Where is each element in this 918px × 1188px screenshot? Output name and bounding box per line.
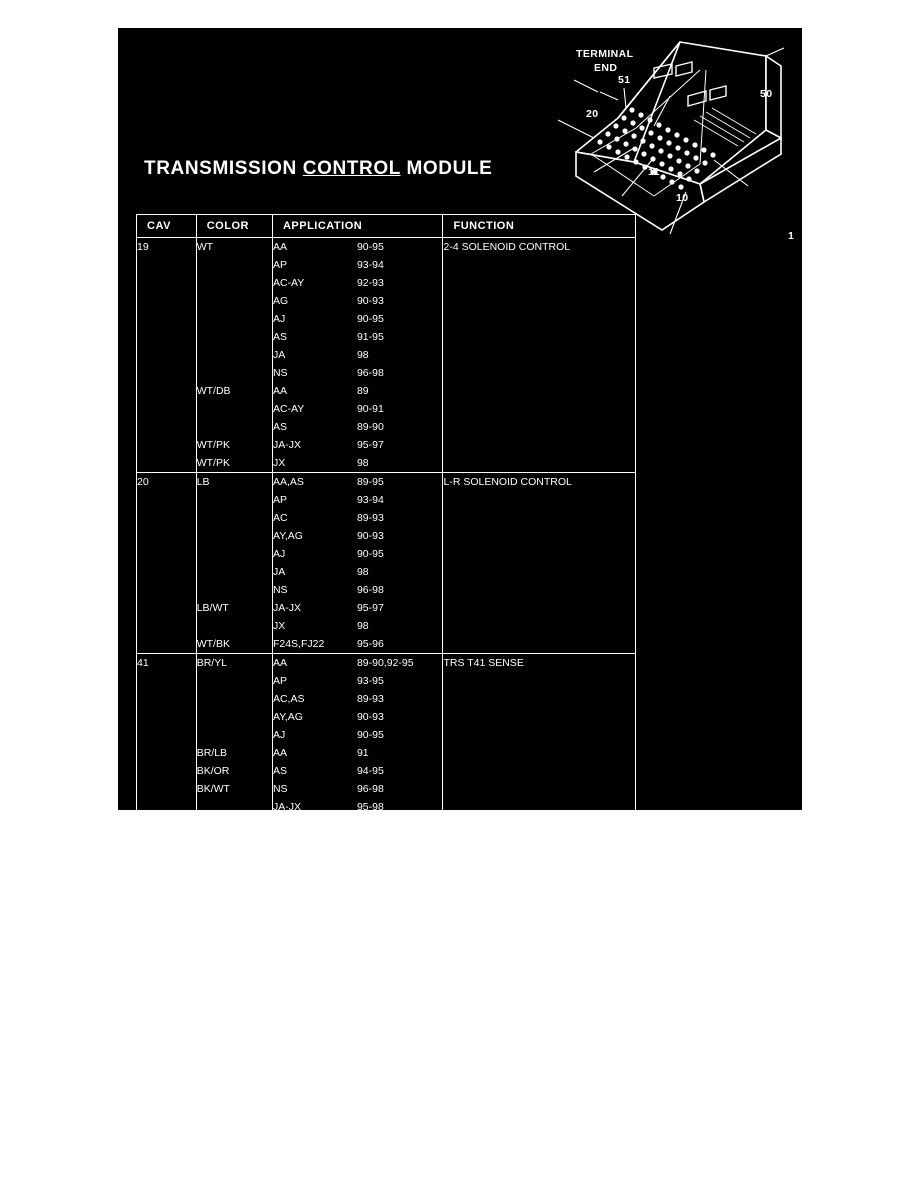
color-spacer [197, 726, 272, 744]
application-entry [273, 527, 443, 545]
application-years: 95-98 [356, 801, 384, 813]
application-entry [273, 780, 443, 798]
color-spacer [197, 798, 272, 816]
application-code: AJ [272, 548, 286, 560]
color-spacer [197, 292, 272, 310]
page-title-part2: CONTROL [302, 158, 401, 179]
color-spacer [197, 256, 272, 274]
header-application: APPLICATION [272, 215, 443, 238]
application-years: 90-93 [356, 295, 384, 307]
table-row [137, 238, 636, 473]
color-spacer [197, 364, 272, 382]
application-code: AC-AY [272, 277, 305, 289]
color-spacer [197, 708, 272, 726]
table-header-row [137, 215, 636, 238]
application-entry [273, 292, 443, 310]
application-code: JA-JX [272, 801, 301, 813]
application-years: 89-90 [356, 421, 384, 433]
application-code: AA [272, 657, 287, 669]
cell-application [272, 238, 443, 473]
application-years: 95-96 [356, 638, 384, 650]
application-years: 91-95 [356, 331, 384, 343]
cell-function [443, 238, 636, 473]
application-entry [273, 708, 443, 726]
application-entry [273, 364, 443, 382]
application-code: JA [272, 349, 286, 361]
application-years: 90-95 [356, 548, 384, 560]
application-entry [273, 744, 443, 762]
color-value: BR/LB [196, 747, 228, 759]
cell-color [196, 654, 272, 835]
page-title [144, 158, 492, 180]
application-years: 96-98 [356, 584, 384, 596]
application-years: 96-98 [356, 367, 384, 379]
application-years: 94-95 [356, 765, 384, 777]
application-years: 91 [356, 747, 369, 759]
table-row [137, 473, 636, 654]
color-value: LB/WT [196, 602, 229, 614]
color-spacer [197, 418, 272, 436]
application-code: NS [272, 367, 288, 379]
application-years: 96-98 [356, 783, 384, 795]
application-code: JA [272, 566, 286, 578]
application-code: AP [272, 259, 287, 271]
application-years: 98 [356, 349, 369, 361]
color-spacer [197, 509, 272, 527]
application-code: AC-AY [272, 403, 305, 415]
application-entry [273, 274, 443, 292]
cell-function [443, 654, 636, 835]
application-code: NS [272, 783, 288, 795]
application-code: AJ [272, 729, 286, 741]
application-years: 89-95 [356, 476, 384, 488]
page-title-part1: TRANSMISSION [144, 158, 303, 179]
application-entry [273, 256, 443, 274]
color-spacer [197, 346, 272, 364]
application-years: 93-94 [356, 494, 384, 506]
color-spacer [197, 563, 272, 581]
cav-value: 19 [137, 241, 149, 253]
application-code: AA,AS [272, 476, 304, 488]
label-pin-50: 50 [760, 88, 773, 100]
page-title-part3: MODULE [400, 158, 493, 179]
table-body [137, 238, 636, 835]
application-code: FJ22,F22S [272, 819, 325, 831]
color-value: WT/DB [196, 385, 231, 397]
application-entry [273, 346, 443, 364]
application-code: JA-JX [272, 439, 301, 451]
application-entry [273, 690, 443, 708]
cell-cav [137, 238, 197, 473]
application-years: 89-93 [356, 512, 384, 524]
cell-function [443, 473, 636, 654]
application-years: 98 [356, 457, 369, 469]
cav-value: 20 [137, 476, 149, 488]
application-years: 89-90,92-95 [356, 657, 414, 669]
function-value: TRS T41 SENSE [443, 657, 524, 669]
label-pin-10: 10 [676, 192, 689, 204]
application-code: AP [272, 494, 287, 506]
application-years: 98 [356, 566, 369, 578]
cell-application [272, 473, 443, 654]
application-code: AJ [272, 313, 286, 325]
color-spacer [197, 400, 272, 418]
application-entry [273, 382, 443, 400]
application-years: 89 [356, 385, 369, 397]
label-pin-1: 1 [788, 230, 795, 242]
cell-color [196, 473, 272, 654]
label-pin-11: 11 [648, 166, 660, 178]
application-entry [273, 599, 443, 617]
pinout-table [136, 214, 636, 835]
function-value: 2-4 SOLENOID CONTROL [443, 241, 571, 253]
cell-cav [137, 473, 197, 654]
application-entry [273, 473, 443, 491]
application-code: AS [272, 331, 287, 343]
application-code: AS [272, 421, 287, 433]
color-value: BK/OR [196, 765, 230, 777]
label-terminal-end-line1: TERMINAL [576, 48, 634, 60]
color-value: WT/BK [196, 638, 230, 650]
application-entry [273, 454, 443, 472]
color-spacer [197, 581, 272, 599]
application-years: 95-96 [356, 819, 384, 831]
application-years: 90-93 [356, 711, 384, 723]
figure-panel [118, 28, 864, 831]
color-spacer [197, 527, 272, 545]
application-entry [273, 654, 443, 672]
application-years: 90-91 [356, 403, 384, 415]
application-years: 90-95 [356, 241, 384, 253]
header-cav: CAV [137, 215, 197, 238]
color-value: WT [196, 241, 214, 253]
color-value: BK/WT [196, 783, 230, 795]
color-value: BK/YL [196, 819, 227, 831]
application-entry [273, 328, 443, 346]
color-spacer [197, 617, 272, 635]
color-spacer [197, 274, 272, 292]
application-code: AS [272, 765, 287, 777]
application-entry [273, 635, 443, 653]
application-code: AA [272, 241, 287, 253]
application-entry [273, 491, 443, 509]
application-entry [273, 581, 443, 599]
application-years: 98 [356, 620, 369, 632]
application-years: 93-94 [356, 259, 384, 271]
application-entry [273, 726, 443, 744]
application-entry [273, 545, 443, 563]
application-years: 90-93 [356, 530, 384, 542]
application-years: 92-93 [356, 277, 384, 289]
application-years: 95-97 [356, 439, 384, 451]
application-entry [273, 400, 443, 418]
application-code: F24S,FJ22 [272, 638, 325, 650]
application-code: AG [272, 295, 289, 307]
table-row [137, 654, 636, 835]
label-wire-end: WIRE END [808, 44, 864, 56]
label-pin-51: 51 [618, 74, 631, 86]
application-years: 89-93 [356, 693, 384, 705]
color-spacer [197, 491, 272, 509]
application-years: 90-95 [356, 313, 384, 325]
application-entry [273, 816, 443, 834]
cell-color [196, 238, 272, 473]
application-entry [273, 436, 443, 454]
function-value: L-R SOLENOID CONTROL [443, 476, 572, 488]
application-entry [273, 762, 443, 780]
application-code: AP [272, 675, 287, 687]
application-code: AC [272, 512, 288, 524]
color-spacer [197, 690, 272, 708]
application-years: 90-95 [356, 729, 384, 741]
label-pin-20: 20 [586, 108, 599, 120]
application-code: AC,AS [272, 693, 305, 705]
header-color: COLOR [196, 215, 272, 238]
application-code: AA [272, 385, 287, 397]
application-code: AA [272, 747, 287, 759]
application-entry [273, 798, 443, 816]
cell-cav [137, 654, 197, 835]
application-entry [273, 310, 443, 328]
application-code: NS [272, 584, 288, 596]
color-spacer [197, 672, 272, 690]
table-header [137, 215, 636, 238]
application-entry [273, 563, 443, 581]
cav-value: 41 [137, 657, 149, 669]
application-years: 93-95 [356, 675, 384, 687]
color-value: BR/YL [196, 657, 228, 669]
color-value: LB [196, 476, 210, 488]
application-years: 95-97 [356, 602, 384, 614]
label-pin-41: 41 [826, 182, 839, 194]
color-spacer [197, 328, 272, 346]
application-entry [273, 238, 443, 256]
application-entry [273, 418, 443, 436]
color-spacer [197, 310, 272, 328]
cell-application [272, 654, 443, 835]
application-code: AY,AG [272, 530, 303, 542]
application-code: JX [272, 620, 286, 632]
color-spacer [197, 545, 272, 563]
color-value: WT/PK [196, 439, 230, 451]
application-entry [273, 672, 443, 690]
application-code: JA-JX [272, 602, 301, 614]
label-terminal-end-line2: END [594, 62, 618, 74]
application-entry [273, 509, 443, 527]
header-function: FUNCTION [443, 215, 636, 238]
application-code: AY,AG [272, 711, 303, 723]
application-code: JX [272, 457, 286, 469]
color-value: WT/PK [196, 457, 230, 469]
application-entry [273, 617, 443, 635]
